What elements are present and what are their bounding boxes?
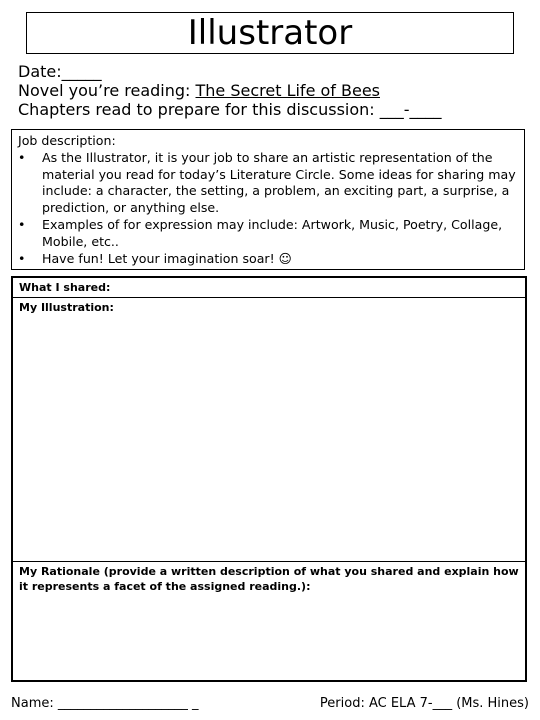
job-item-role: • As the Illustrator, it is your job to share an artistic representation of the material you read for today’s Literature Circle. Some ideas for sharing may include: a character, the setting, a problem, an exciting part, a surprise, a prediction, or anything else. (18, 150, 518, 217)
job-item-have-fun: • Have fun! Let your imagination soar! ☺ (18, 251, 518, 268)
novel-prefix: Novel you’re reading: (18, 81, 196, 100)
job-description-heading: Job description: (18, 133, 116, 148)
job-item-examples: • Examples of for expression may include: Artwork, Music, Poetry, Collage, Mobile, etc.. (18, 217, 518, 251)
chapters-line: Chapters read to prepare for this discussion: ___-____ (18, 100, 442, 119)
date-line: Date:_____ (18, 62, 102, 81)
job-description-box (11, 129, 525, 270)
what-i-shared-section[interactable] (13, 278, 525, 298)
rationale-section[interactable] (13, 562, 525, 680)
header-info (18, 62, 518, 119)
illustration-section[interactable] (13, 298, 525, 562)
what-i-shared-label: What I shared: (19, 281, 111, 294)
worksheet-title: Illustrator (187, 13, 353, 53)
job-description-list (18, 150, 518, 268)
illustration-label: My Illustration: (19, 301, 114, 314)
novel-line (18, 81, 518, 100)
worksheet-title-box (26, 12, 514, 54)
worksheet-response-area (11, 276, 527, 682)
rationale-label: My Rationale (provide a written description of what you shared and explain how it represents a facet of the assigned reading.): (19, 565, 519, 593)
novel-title: The Secret Life of Bees (195, 81, 380, 100)
name-field: Name: ____________________ _ (11, 696, 199, 711)
period-field: Period: AC ELA 7-___ (Ms. Hines) (319, 696, 529, 711)
